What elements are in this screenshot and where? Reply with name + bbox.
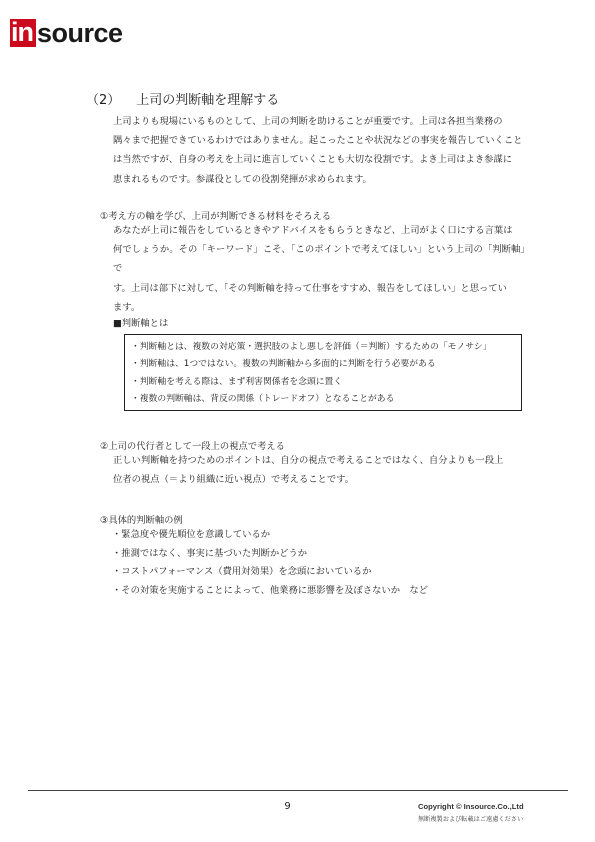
- section1-line: ます。: [113, 301, 141, 313]
- section2-paragraph: [113, 451, 525, 489]
- section-heading: [86, 89, 279, 108]
- section1-line: 何でしょうか。その「キーワード」こそ、「このポイントで考えてほしい」という上司の「判断軸」で: [113, 244, 525, 275]
- intro-line: 隅々まで把握できているわけではありません。起こったことや状況などの事実を報告していくこと: [113, 135, 523, 147]
- list-item: ・緊急度や優先順位を意識しているか: [112, 529, 271, 540]
- judgment-axis-box: [124, 334, 522, 411]
- heading-title: 上司の判断軸を理解する: [136, 93, 280, 108]
- intro-line: 上司よりも現場にいるものとして、上司の判断を助けることが重要です。上司は各担当業務の: [113, 116, 503, 127]
- intro-line: は当然ですが、自身の考えを上司に進言していくことも大切な役割です。よき上司はよき参謀に: [113, 154, 513, 166]
- section3-list: [112, 526, 428, 600]
- section3-title: ③具体的判断軸の例: [100, 515, 183, 526]
- copyright-text: Copyright © Insource.Co.,Ltd: [418, 802, 524, 811]
- list-item: ・コストパフォーマンス（費用対効果）を念頭においているか: [112, 566, 372, 578]
- section1-title: ①考え方の軸を学び、上司が判断できる材料をそろえる: [100, 211, 332, 222]
- box-item: ・判断軸とは、複数の対応策・選択肢のよし悪しを評価（＝判断）するための「モノサシ」: [131, 342, 492, 352]
- section1-line: す。上司は部下に対して、「その判断軸を持って仕事をすすめ、報告をしてほしい」と思ってい: [113, 282, 507, 294]
- logo-source-text: source: [37, 18, 123, 48]
- section2-line: 正しい判断軸を持つためのポイントは、自分の視点で考えることではなく、自分よりも一段上: [113, 455, 504, 466]
- intro-paragraph: [113, 112, 525, 189]
- section1-paragraph: [113, 221, 525, 317]
- footer-divider: [28, 790, 568, 791]
- logo-red-box: [10, 19, 36, 47]
- intro-line: 恵まれるものです。参謀役としての役割発揮が求められます。: [113, 173, 372, 185]
- box-item: ・複数の判断軸は、背反の関係（トレードオフ）となることがある: [131, 394, 395, 405]
- copyright-notice: 無断複製および転載はご遠慮ください: [418, 816, 524, 823]
- list-item: ・その対策を実施することによって、他業務に悪影響を及ぼさないか など: [112, 584, 428, 596]
- logo-in-text: in: [11, 17, 33, 47]
- box-item: ・判断軸は、1つではない。複数の判断軸から多面的に判断を行う必要がある: [131, 359, 436, 370]
- box-section-title: ■判断軸とは: [113, 318, 169, 329]
- section2-line: 位者の視点（＝より組織に近い視点）で考えることです。: [113, 474, 354, 486]
- page-number: 9: [284, 801, 291, 812]
- section1-line: あなたが上司に報告をしているときやアドバイスをもらうときなど、上司がよく口にする言葉は: [113, 225, 513, 236]
- list-item: ・推測ではなく、事実に基づいた判断かどうか: [112, 547, 308, 559]
- heading-number: （2）: [86, 93, 121, 108]
- insource-logo: [10, 19, 123, 47]
- section2-title: ②上司の代行者として一段上の視点で考える: [100, 441, 285, 452]
- box-item: ・判断軸を考える際は、まず利害関係者を念頭に置く: [131, 376, 343, 387]
